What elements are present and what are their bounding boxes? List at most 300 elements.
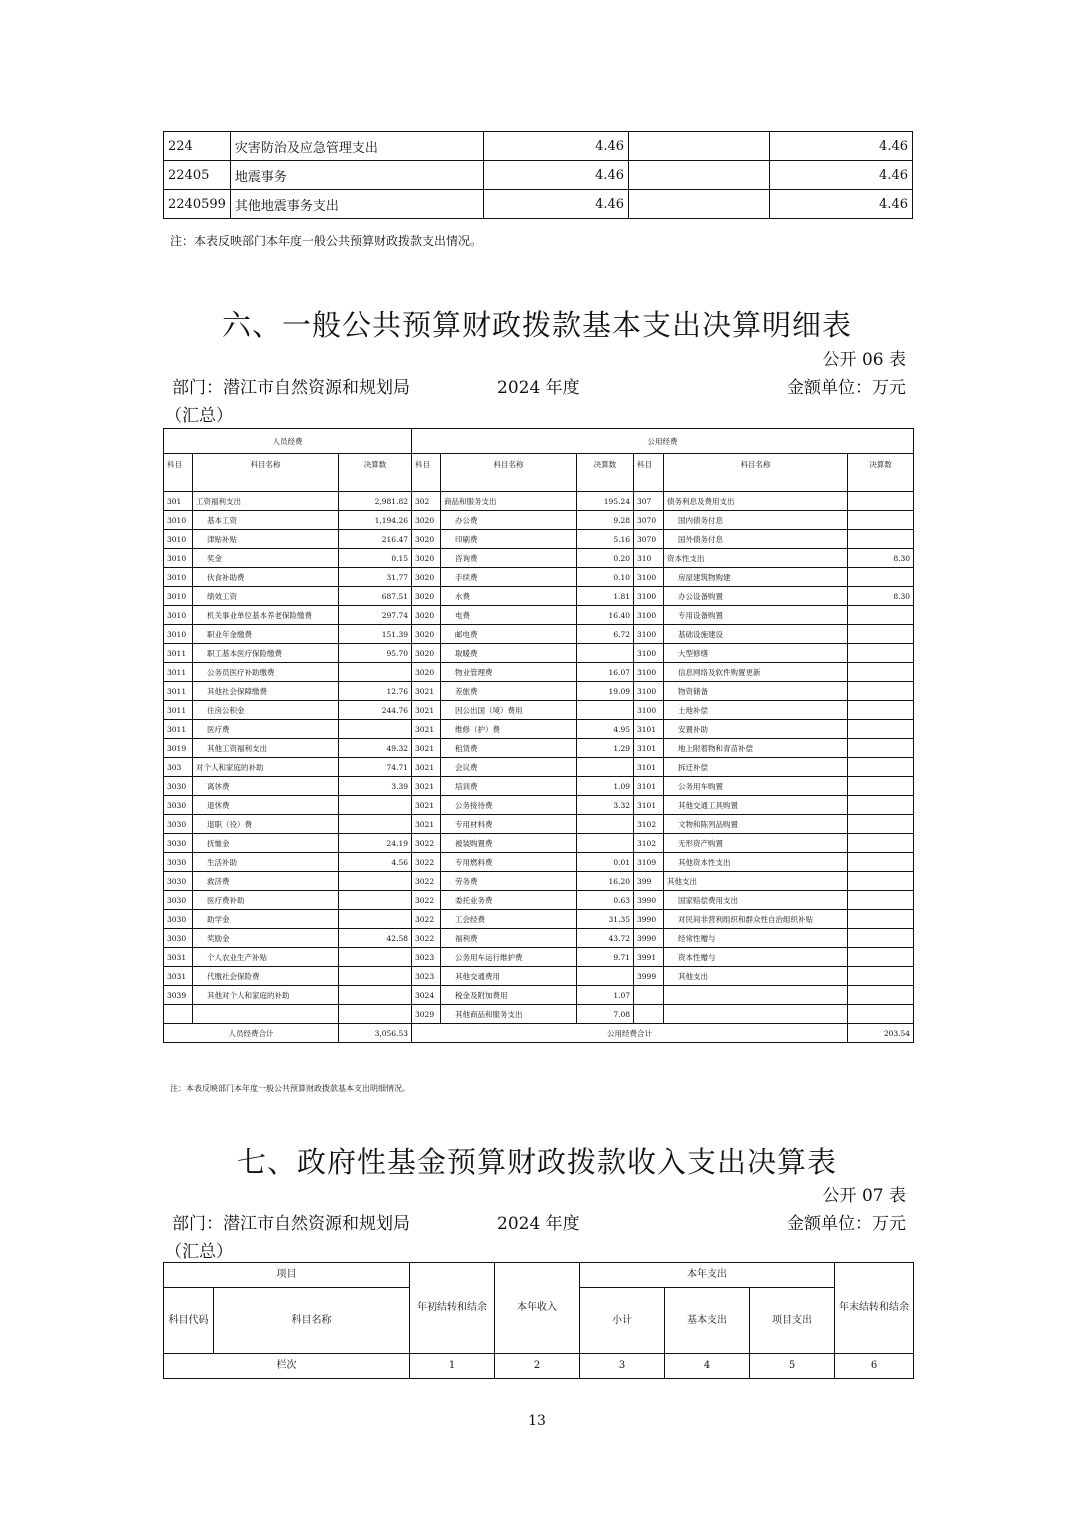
cell-amount bbox=[848, 872, 914, 891]
table-row bbox=[164, 758, 914, 777]
cell-amount: 1.09 bbox=[577, 777, 634, 796]
cell-name: 津贴补贴 bbox=[193, 530, 339, 549]
cell-name: 对民间非营利组织和群众性自治组织补贴 bbox=[664, 910, 848, 929]
cell-name: 退职（役）费 bbox=[193, 815, 339, 834]
cell-code: 3101 bbox=[634, 739, 664, 758]
cell-name: 房屋建筑物购建 bbox=[664, 568, 848, 587]
table-row bbox=[164, 891, 914, 910]
cell-code: 3021 bbox=[412, 682, 441, 701]
cell-code: 3011 bbox=[164, 682, 193, 701]
cell-name: 专用材料费 bbox=[441, 815, 577, 834]
col-num: 6 bbox=[835, 1354, 914, 1379]
cell-name: 土地补偿 bbox=[664, 701, 848, 720]
section6-form-no: 公开 06 表 bbox=[822, 350, 906, 370]
public-total: 203.54 bbox=[848, 1024, 914, 1043]
header-project: 项目支出 bbox=[750, 1288, 835, 1354]
cell-amount: 43.72 bbox=[577, 929, 634, 948]
public-total-label: 公用经费合计 bbox=[412, 1024, 848, 1043]
cell-code: 3024 bbox=[412, 986, 441, 1005]
table-row bbox=[164, 625, 914, 644]
cell-amount: 0.10 bbox=[577, 568, 634, 587]
cell-amount bbox=[848, 758, 914, 777]
cell-amount: 2,981.82 bbox=[339, 492, 412, 511]
table-row bbox=[164, 132, 913, 161]
cell-code: 3022 bbox=[412, 872, 441, 891]
cell-basic bbox=[629, 190, 770, 219]
section6-unit: 金额单位：万元 bbox=[787, 378, 906, 398]
cell-code: 3022 bbox=[412, 910, 441, 929]
cell-amount: 1.07 bbox=[577, 986, 634, 1005]
cell-name bbox=[664, 986, 848, 1005]
cell-name: 邮电费 bbox=[441, 625, 577, 644]
cell-name: 其他支出 bbox=[664, 872, 848, 891]
cell-amount: 42.58 bbox=[339, 929, 412, 948]
cell-code: 3010 bbox=[164, 568, 193, 587]
cell-amount: 8.30 bbox=[848, 587, 914, 606]
cell-code: 3102 bbox=[634, 815, 664, 834]
cell-code: 3101 bbox=[634, 720, 664, 739]
cell-name: 助学金 bbox=[193, 910, 339, 929]
cell-amount: 1,194.26 bbox=[339, 511, 412, 530]
cell-name: 工资福利支出 bbox=[193, 492, 339, 511]
cell-amount: 151.39 bbox=[339, 625, 412, 644]
cell-name: 对个人和家庭的补助 bbox=[193, 758, 339, 777]
cell-name: 国内债务付息 bbox=[664, 511, 848, 530]
cell-total: 4.46 bbox=[484, 161, 629, 190]
cell-project: 4.46 bbox=[769, 132, 912, 161]
cell-amount: 4.95 bbox=[577, 720, 634, 739]
cell-amount bbox=[848, 948, 914, 967]
cell-amount bbox=[848, 606, 914, 625]
cell-code: 3990 bbox=[634, 929, 664, 948]
cell-amount: 12.76 bbox=[339, 682, 412, 701]
cell-amount: 0.15 bbox=[339, 549, 412, 568]
cell-code: 307 bbox=[634, 492, 664, 511]
cell-code: 3020 bbox=[412, 549, 441, 568]
cell-code: 3030 bbox=[164, 872, 193, 891]
cell-code: 3100 bbox=[634, 587, 664, 606]
table-row bbox=[164, 796, 914, 815]
cell-name: 抚恤金 bbox=[193, 834, 339, 853]
header-end-balance: 年末结转和结余 bbox=[835, 1263, 914, 1354]
cell-amount: 9.71 bbox=[577, 948, 634, 967]
cell-code: 3031 bbox=[164, 967, 193, 986]
cell-code: 3010 bbox=[164, 625, 193, 644]
header-begin-balance: 年初结转和结余 bbox=[410, 1263, 495, 1354]
cell-name: 离休费 bbox=[193, 777, 339, 796]
table-row bbox=[164, 701, 914, 720]
cell-name: 公务用车购置 bbox=[664, 777, 848, 796]
cell-name: 住房公积金 bbox=[193, 701, 339, 720]
section6-dept: 部门：潜江市自然资源和规划局 bbox=[172, 378, 410, 398]
cell-name: 资本性赠与 bbox=[664, 948, 848, 967]
cell-amount bbox=[577, 967, 634, 986]
personnel-total-label: 人员经费合计 bbox=[164, 1024, 339, 1043]
cell-code: 3023 bbox=[412, 948, 441, 967]
cell-name: 奖励金 bbox=[193, 929, 339, 948]
basic-expense-table bbox=[163, 428, 914, 1043]
cell-amount bbox=[848, 739, 914, 758]
table-row bbox=[164, 872, 914, 891]
cell-amount bbox=[848, 777, 914, 796]
section7-year: 2024 年度 bbox=[497, 1214, 580, 1234]
cell-name: 基本工资 bbox=[193, 511, 339, 530]
cell-amount: 4.56 bbox=[339, 853, 412, 872]
table-row bbox=[164, 644, 914, 663]
header-income: 本年收入 bbox=[495, 1263, 580, 1354]
table-row bbox=[164, 568, 914, 587]
prev-table bbox=[163, 131, 913, 219]
table-row bbox=[164, 948, 914, 967]
prev-table-note: 注：本表反映部门本年度一般公共预算财政拨款支出情况。 bbox=[170, 234, 483, 248]
cell-code: 3100 bbox=[634, 682, 664, 701]
cell-code: 3011 bbox=[164, 644, 193, 663]
cell-code: 3101 bbox=[634, 758, 664, 777]
cell-name: 公务员医疗补助缴费 bbox=[193, 663, 339, 682]
cell-code: 3030 bbox=[164, 834, 193, 853]
cell-amount: 244.76 bbox=[339, 701, 412, 720]
cell-code: 3100 bbox=[634, 644, 664, 663]
cell-amount: 1.81 bbox=[577, 587, 634, 606]
cell-code: 2240599 bbox=[164, 190, 231, 219]
cell-amount bbox=[848, 568, 914, 587]
cell-code: 3100 bbox=[634, 701, 664, 720]
cell-amount: 3.32 bbox=[577, 796, 634, 815]
cell-name: 手续费 bbox=[441, 568, 577, 587]
table-row bbox=[164, 492, 914, 511]
cell-amount bbox=[848, 663, 914, 682]
cell-amount bbox=[848, 530, 914, 549]
cell-name: 其他资本性支出 bbox=[664, 853, 848, 872]
cell-code: 3022 bbox=[412, 834, 441, 853]
cell-code: 3021 bbox=[412, 796, 441, 815]
header-name: 科目名称 bbox=[214, 1288, 410, 1354]
cell-name: 其他地震事务支出 bbox=[230, 190, 483, 219]
cell-code: 3030 bbox=[164, 929, 193, 948]
section7-unit: 金额单位：万元 bbox=[787, 1214, 906, 1234]
cell-code: 3102 bbox=[634, 834, 664, 853]
cell-name: 救济费 bbox=[193, 872, 339, 891]
cell-name: 医疗费补助 bbox=[193, 891, 339, 910]
cell-name: 劳务费 bbox=[441, 872, 577, 891]
cell-amount bbox=[848, 834, 914, 853]
cell-amount bbox=[848, 986, 914, 1005]
cell-name: 国外债务付息 bbox=[664, 530, 848, 549]
cell-name: 其他社会保障缴费 bbox=[193, 682, 339, 701]
cell-name: 代缴社会保险费 bbox=[193, 967, 339, 986]
table-row bbox=[164, 530, 914, 549]
cell-name: 办公费 bbox=[441, 511, 577, 530]
cell-code: 3010 bbox=[164, 530, 193, 549]
cell-name: 电费 bbox=[441, 606, 577, 625]
cell-code: 3030 bbox=[164, 777, 193, 796]
cell-amount bbox=[848, 891, 914, 910]
cell-amount: 74.71 bbox=[339, 758, 412, 777]
cell-name: 无形资产购置 bbox=[664, 834, 848, 853]
cell-name: 商品和服务支出 bbox=[441, 492, 577, 511]
cell-code: 3100 bbox=[634, 663, 664, 682]
cell-name: 公务接待费 bbox=[441, 796, 577, 815]
cell-amount bbox=[848, 1005, 914, 1024]
cell-name: 培训费 bbox=[441, 777, 577, 796]
table-row bbox=[164, 1005, 914, 1024]
cell-amount: 24.19 bbox=[339, 834, 412, 853]
cell-code: 3020 bbox=[412, 663, 441, 682]
cell-amount: 297.74 bbox=[339, 606, 412, 625]
cell-amount bbox=[577, 644, 634, 663]
cell-code: 3021 bbox=[412, 739, 441, 758]
cell-name: 水费 bbox=[441, 587, 577, 606]
col-code: 科目 bbox=[164, 454, 193, 492]
cell-project: 4.46 bbox=[769, 190, 912, 219]
cell-name: 其他支出 bbox=[664, 967, 848, 986]
cell-code: 3023 bbox=[412, 967, 441, 986]
cell-amount bbox=[577, 815, 634, 834]
table-row bbox=[164, 986, 914, 1005]
col-name: 科目名称 bbox=[441, 454, 577, 492]
table-row bbox=[164, 549, 914, 568]
cell-amount: 0.63 bbox=[577, 891, 634, 910]
cell-name: 被装购置费 bbox=[441, 834, 577, 853]
cell-code: 3021 bbox=[412, 815, 441, 834]
cell-code: 3022 bbox=[412, 929, 441, 948]
table-row bbox=[164, 190, 913, 219]
col-num: 5 bbox=[750, 1354, 835, 1379]
cell-name: 专用设备购置 bbox=[664, 606, 848, 625]
col-name: 科目名称 bbox=[664, 454, 848, 492]
cell-name: 其他商品和服务支出 bbox=[441, 1005, 577, 1024]
cell-amount: 31.35 bbox=[577, 910, 634, 929]
cell-code: 3020 bbox=[412, 568, 441, 587]
cell-amount: 7.08 bbox=[577, 1005, 634, 1024]
cell-code: 3021 bbox=[412, 701, 441, 720]
cell-code: 3020 bbox=[412, 511, 441, 530]
table-row bbox=[164, 663, 914, 682]
cell-amount bbox=[339, 910, 412, 929]
table-row bbox=[164, 739, 914, 758]
cell-total: 4.46 bbox=[484, 132, 629, 161]
cell-code: 3021 bbox=[412, 720, 441, 739]
cell-code: 303 bbox=[164, 758, 193, 777]
cell-name: 其他工资福利支出 bbox=[193, 739, 339, 758]
cell-code bbox=[634, 986, 664, 1005]
col-num: 2 bbox=[495, 1354, 580, 1379]
cell-code: 3010 bbox=[164, 606, 193, 625]
cell-code: 3011 bbox=[164, 663, 193, 682]
table-row bbox=[164, 606, 914, 625]
cell-amount bbox=[848, 796, 914, 815]
header-code: 科目代码 bbox=[164, 1288, 214, 1354]
col-code: 科目 bbox=[634, 454, 664, 492]
col-code: 科目 bbox=[412, 454, 441, 492]
cell-code: 3100 bbox=[634, 568, 664, 587]
cell-amount bbox=[339, 663, 412, 682]
cell-code: 3020 bbox=[412, 625, 441, 644]
cell-code: 3029 bbox=[412, 1005, 441, 1024]
cell-name: 职工基本医疗保险缴费 bbox=[193, 644, 339, 663]
cell-amount: 19.09 bbox=[577, 682, 634, 701]
cell-code: 224 bbox=[164, 132, 231, 161]
cell-code: 3020 bbox=[412, 587, 441, 606]
cell-name bbox=[664, 1005, 848, 1024]
cell-amount: 8.30 bbox=[848, 549, 914, 568]
page-number: 13 bbox=[528, 1413, 546, 1429]
cell-name: 拆迁补偿 bbox=[664, 758, 848, 777]
cell-name: 大型修缮 bbox=[664, 644, 848, 663]
cell-amount bbox=[577, 758, 634, 777]
cell-amount: 5.16 bbox=[577, 530, 634, 549]
cell-name: 个人农业生产补贴 bbox=[193, 948, 339, 967]
cell-amount: 31.77 bbox=[339, 568, 412, 587]
cell-project: 4.46 bbox=[769, 161, 912, 190]
cell-name: 医疗费 bbox=[193, 720, 339, 739]
cell-name: 其他交通费用 bbox=[441, 967, 577, 986]
cell-name bbox=[193, 1005, 339, 1024]
cell-code bbox=[164, 1005, 193, 1024]
cell-amount: 687.51 bbox=[339, 587, 412, 606]
cell-name: 维修（护）费 bbox=[441, 720, 577, 739]
cell-code: 3999 bbox=[634, 967, 664, 986]
cell-amount bbox=[339, 967, 412, 986]
cell-code: 310 bbox=[634, 549, 664, 568]
col-num: 3 bbox=[580, 1354, 665, 1379]
cell-amount: 0.20 bbox=[577, 549, 634, 568]
cell-amount bbox=[848, 492, 914, 511]
cell-amount bbox=[339, 891, 412, 910]
cell-name: 咨询费 bbox=[441, 549, 577, 568]
cell-name: 信息网络及软件购置更新 bbox=[664, 663, 848, 682]
table-row bbox=[164, 682, 914, 701]
cell-amount bbox=[848, 967, 914, 986]
cell-amount bbox=[848, 929, 914, 948]
cell-amount bbox=[848, 910, 914, 929]
cell-amount bbox=[339, 720, 412, 739]
cell-code: 3030 bbox=[164, 853, 193, 872]
cell-name: 福利费 bbox=[441, 929, 577, 948]
cell-amount: 16.20 bbox=[577, 872, 634, 891]
cell-name: 税金及附加费用 bbox=[441, 986, 577, 1005]
cell-name: 文物和陈列品购置 bbox=[664, 815, 848, 834]
cell-code: 3020 bbox=[412, 530, 441, 549]
cell-code: 301 bbox=[164, 492, 193, 511]
header-item: 项目 bbox=[164, 1263, 410, 1288]
cell-amount bbox=[848, 625, 914, 644]
cell-amount: 16.07 bbox=[577, 663, 634, 682]
cell-amount bbox=[339, 796, 412, 815]
cell-name: 伙食补助费 bbox=[193, 568, 339, 587]
cell-code: 3022 bbox=[412, 853, 441, 872]
cell-name: 资本性支出 bbox=[664, 549, 848, 568]
cell-amount bbox=[848, 644, 914, 663]
table-row bbox=[164, 777, 914, 796]
cell-amount bbox=[848, 815, 914, 834]
section6-year: 2024 年度 bbox=[497, 378, 580, 398]
table-row bbox=[164, 587, 914, 606]
cell-code: 3030 bbox=[164, 891, 193, 910]
cell-name: 取暖费 bbox=[441, 644, 577, 663]
table-row bbox=[164, 161, 913, 190]
col-amount: 决算数 bbox=[848, 454, 914, 492]
cell-code: 3990 bbox=[634, 910, 664, 929]
cell-amount: 195.24 bbox=[577, 492, 634, 511]
cell-code: 3021 bbox=[412, 777, 441, 796]
cell-code: 3011 bbox=[164, 720, 193, 739]
table-row bbox=[164, 511, 914, 530]
col-name: 科目名称 bbox=[193, 454, 339, 492]
cell-code: 3010 bbox=[164, 511, 193, 530]
cell-name: 灾害防治及应急管理支出 bbox=[230, 132, 483, 161]
cell-code: 3070 bbox=[634, 530, 664, 549]
cell-code: 3030 bbox=[164, 796, 193, 815]
table-row bbox=[164, 815, 914, 834]
cell-amount bbox=[848, 682, 914, 701]
cell-amount: 6.72 bbox=[577, 625, 634, 644]
cell-amount bbox=[848, 853, 914, 872]
cell-name: 地上附着物和青苗补偿 bbox=[664, 739, 848, 758]
table-row bbox=[164, 720, 914, 739]
cell-amount: 95.70 bbox=[339, 644, 412, 663]
cell-name: 差旅费 bbox=[441, 682, 577, 701]
table-row bbox=[164, 910, 914, 929]
cell-code: 3010 bbox=[164, 549, 193, 568]
col-amount: 决算数 bbox=[339, 454, 412, 492]
section6-note: 注：本表反映部门本年度一般公共预算财政拨款基本支出明细情况。 bbox=[170, 1084, 410, 1093]
cell-amount: 9.28 bbox=[577, 511, 634, 530]
header-col-index: 栏次 bbox=[164, 1354, 410, 1379]
cell-name: 公务用车运行维护费 bbox=[441, 948, 577, 967]
cell-code: 3109 bbox=[634, 853, 664, 872]
cell-amount bbox=[339, 948, 412, 967]
cell-name: 工会经费 bbox=[441, 910, 577, 929]
section7-dept: 部门：潜江市自然资源和规划局 bbox=[172, 1214, 410, 1234]
cell-amount bbox=[339, 1005, 412, 1024]
cell-name: 基础设施建设 bbox=[664, 625, 848, 644]
cell-name: 安置补助 bbox=[664, 720, 848, 739]
cell-code: 3101 bbox=[634, 796, 664, 815]
cell-code: 3020 bbox=[412, 606, 441, 625]
cell-name: 印刷费 bbox=[441, 530, 577, 549]
cell-code: 3019 bbox=[164, 739, 193, 758]
personnel-total: 3,056.53 bbox=[339, 1024, 412, 1043]
cell-code: 302 bbox=[412, 492, 441, 511]
cell-name: 物资储备 bbox=[664, 682, 848, 701]
cell-code: 3070 bbox=[634, 511, 664, 530]
cell-amount bbox=[339, 815, 412, 834]
cell-code: 3990 bbox=[634, 891, 664, 910]
cell-name: 职业年金缴费 bbox=[193, 625, 339, 644]
cell-code: 3100 bbox=[634, 606, 664, 625]
cell-code: 3100 bbox=[634, 625, 664, 644]
cell-amount: 3.39 bbox=[339, 777, 412, 796]
cell-amount bbox=[848, 720, 914, 739]
cell-name: 其他对个人和家庭的补助 bbox=[193, 986, 339, 1005]
cell-amount bbox=[577, 701, 634, 720]
cell-amount: 216.47 bbox=[339, 530, 412, 549]
cell-name: 国家赔偿费用支出 bbox=[664, 891, 848, 910]
cell-amount: 1.29 bbox=[577, 739, 634, 758]
cell-name: 因公出国（境）费用 bbox=[441, 701, 577, 720]
table-row bbox=[164, 967, 914, 986]
cell-name: 其他交通工具购置 bbox=[664, 796, 848, 815]
cell-code bbox=[634, 1005, 664, 1024]
header-expense: 本年支出 bbox=[580, 1263, 835, 1288]
cell-code: 3101 bbox=[634, 777, 664, 796]
section7-form-no: 公开 07 表 bbox=[822, 1186, 906, 1206]
cell-name: 生活补助 bbox=[193, 853, 339, 872]
cell-name: 地震事务 bbox=[230, 161, 483, 190]
cell-name: 奖金 bbox=[193, 549, 339, 568]
cell-amount bbox=[848, 511, 914, 530]
